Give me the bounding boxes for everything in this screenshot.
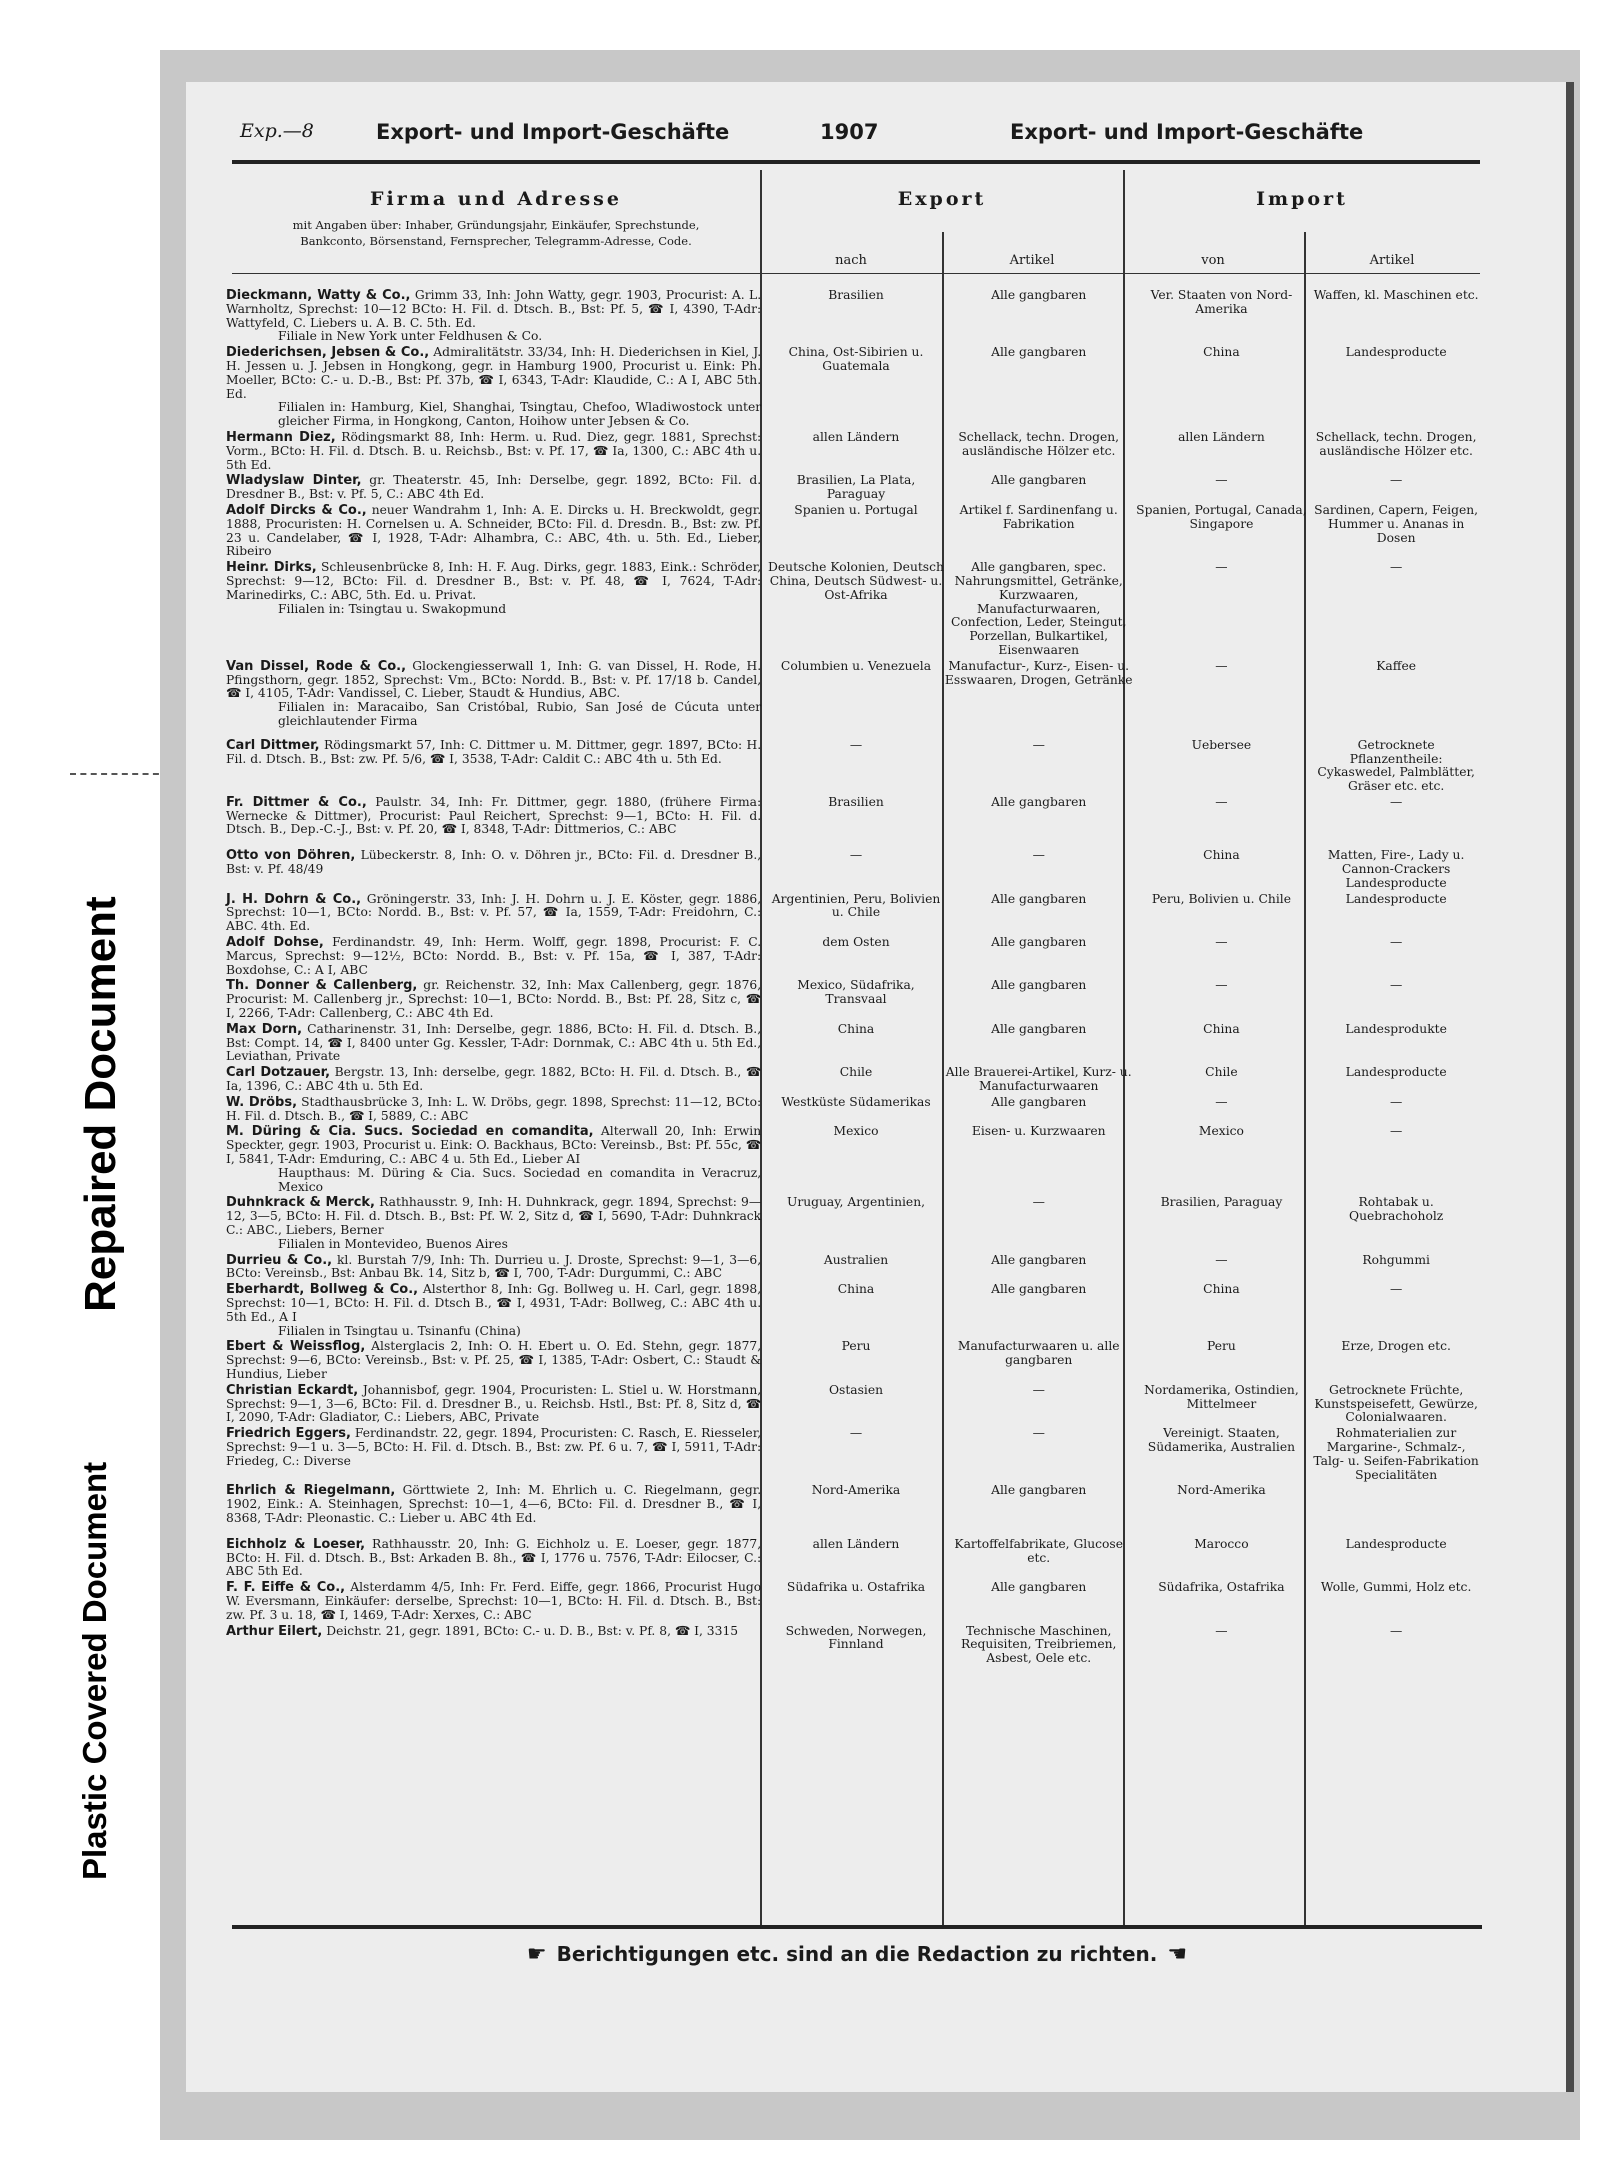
export-destination: Ostasien xyxy=(828,1382,884,1397)
firm-address-cell xyxy=(222,289,767,344)
firm-address-cell xyxy=(222,936,767,977)
firm-details: Admiralitätstr. 33/34, Inh: H. Diederichsen in Kiel, J. H. Jessen u. J. Jebsen in Hongkong, gegr. in Hamburg 1900, Procurist u. Eink: Ph. Moeller, BCto: C.- u. D.-B., Bst: Pf. 37b, ☎ I, 6343, T-Adr: Klaudide, C.: A I, ABC 5th. Ed. xyxy=(226,345,762,401)
firm-branches: Filialen in: Hamburg, Kiel, Shanghai, Tsingtau, Chefoo, Wladiwostock unter gleicher Firma, in Hongkong, Canton, Hoihow unter Jebsen & Co. xyxy=(278,400,762,429)
export-articles: Alle gangbaren xyxy=(991,794,1087,809)
export-destination: Mexico xyxy=(833,1124,879,1139)
firm-name: Eberhardt, Bollweg & Co., xyxy=(226,1282,419,1298)
firm-details: Ferdinandstr. 49, Inh: Herm. Wolff, gegr. 1898, Procurist: F. C. Marcus, Sprechst: 9—12½, BCto: Nordd. B., Bst: v. Pf. 15a, ☎ I, 387, T-Adr: Boxdohse, C.: A I, ABC xyxy=(226,935,762,977)
firm-address-cell xyxy=(222,1340,767,1381)
table-row xyxy=(222,979,1482,1020)
firm-branches: Filialen in Montevideo, Buenos Aires xyxy=(278,1236,508,1251)
firm-name: Otto von Döhren, xyxy=(226,848,356,864)
page-number: Exp.—8 xyxy=(240,120,314,142)
header-bottom-rule xyxy=(232,273,1480,274)
firm-name: Eichholz & Loeser, xyxy=(226,1536,366,1552)
firm-details: Glockengiesserwall 1, Inh: G. van Dissel, H. Rode, H. Pfingsthorn, gegr. 1852, Sprechst: Vm., BCto: Nordd. B., Bst: v. Pf. 17/18 b. Candel, ☎ I, 4105, T-Adr: Vandissel, C. Lieber, Staudt & Hundius, ABC. xyxy=(226,658,762,701)
firm-name: Diederichsen, Jebsen & Co., xyxy=(226,345,430,361)
import-origin: — xyxy=(1215,1623,1228,1638)
export-articles: Alle gangbaren xyxy=(991,473,1087,488)
firm-address-cell xyxy=(222,474,767,502)
table-row xyxy=(222,1538,1482,1579)
table-row xyxy=(222,289,1482,344)
import-origin: — xyxy=(1215,473,1228,488)
footer-rule xyxy=(232,1925,1482,1929)
firm-details: Catharinenstr. 31, Inh: Derselbe, gegr. 1886, BCto: H. Fil. d. Dtsch. B., Bst: Compt. 14, ☎ I, 8400 unter Gg. Kessler, T-Adr: Dornmak, C.: ABC 4th u. 5th Ed., Leviathan, Private xyxy=(226,1021,762,1064)
firm-address-cell xyxy=(222,893,767,934)
export-destination: Brasilien xyxy=(828,794,884,809)
firma-heading: Firma und Adresse xyxy=(370,188,622,210)
firm-name: Arthur Eilert, xyxy=(226,1623,323,1639)
firm-branches: Haupthaus: M. Düring & Cia. Sucs. Sociedad en comandita in Veracruz, Mexico xyxy=(278,1165,762,1194)
export-destination: Brasilien, La Plata, Paraguay xyxy=(796,473,916,502)
firm-address-cell xyxy=(222,431,767,472)
firm-name: Adolf Dircks & Co., xyxy=(226,502,367,518)
firm-address-cell xyxy=(222,1023,767,1064)
entries-table xyxy=(222,289,1482,1668)
import-origin: China xyxy=(1203,1021,1240,1036)
firm-name: Th. Donner & Callenberg, xyxy=(226,978,418,994)
import-articles: Landesproducte xyxy=(1345,345,1447,360)
export-destination: — xyxy=(849,737,863,752)
firm-branches: Filialen in Tsingtau u. Tsinanfu (China) xyxy=(278,1323,521,1338)
export-articles: Alle gangbaren xyxy=(991,935,1087,950)
firm-address-cell xyxy=(222,1538,767,1579)
import-origin: Chile xyxy=(1205,1065,1238,1080)
export-articles: Alle gangbaren xyxy=(991,1483,1087,1498)
export-destination: Nord-Amerika xyxy=(811,1483,901,1498)
table-row xyxy=(222,1096,1482,1124)
import-articles: — xyxy=(1389,1282,1403,1297)
export-articles: Alle gangbaren xyxy=(991,1580,1087,1595)
import-articles: Waffen, kl. Maschinen etc. xyxy=(1313,288,1479,302)
export-articles: Alle gangbaren xyxy=(991,1252,1087,1267)
table-row xyxy=(222,796,1482,837)
export-destination: China xyxy=(837,1282,875,1297)
import-articles xyxy=(1310,1484,1482,1525)
page-header xyxy=(240,120,1480,160)
firm-details: gr. Theaterstr. 45, Inh: Derselbe, gegr. 1892, BCto: Fil. d. Dresdner B., Bst: v. Pf. 5, C.: ABC 4th Ed. xyxy=(226,473,762,502)
export-destination: allen Ländern xyxy=(812,429,900,444)
export-articles: Eisen- u. Kurzwaaren xyxy=(971,1124,1106,1139)
export-destination: Columbien u. Venezuela xyxy=(780,658,932,673)
import-origin: China xyxy=(1203,848,1240,863)
firm-branches: Filialen in: Maracaibo, San Cristóbal, Rubio, San José de Cúcuta unter gleichlautender Firma xyxy=(278,700,762,728)
footer-text: Berichtigungen etc. sind an die Redaction zu richten. xyxy=(556,1942,1158,1966)
import-articles: Landesprodukte xyxy=(1345,1021,1447,1036)
firm-name: Dieckmann, Watty & Co., xyxy=(226,288,411,303)
table-row xyxy=(222,893,1482,934)
export-articles: — xyxy=(1032,1382,1045,1397)
firm-details: Alsterthor 8, Inh: Gg. Bollweg u. H. Carl, gegr. 1898, Sprechst: 10—1, BCto: H. Fil. d. Dtsch B., ☎ I, 4931, T-Adr: Bollweg, C.: ABC 4th u. 5th Ed., A I xyxy=(226,1282,762,1324)
table-row xyxy=(222,431,1482,472)
import-origin: — xyxy=(1215,658,1228,673)
pointing-hand-left-icon: ☚ xyxy=(1167,1942,1188,1967)
export-articles: Alle gangbaren xyxy=(991,1094,1087,1109)
import-origin: — xyxy=(1215,978,1228,993)
import-heading: Import xyxy=(1256,188,1348,210)
table-row xyxy=(222,936,1482,977)
table-row xyxy=(222,1427,1482,1482)
firm-name: Van Dissel, Rode & Co., xyxy=(226,658,407,674)
firm-address-cell xyxy=(222,739,767,794)
table-row xyxy=(222,346,1482,429)
export-destination: Spanien u. Portugal xyxy=(794,502,918,517)
export-destination: allen Ländern xyxy=(812,1536,900,1551)
export-articles: Alle gangbaren xyxy=(991,1282,1087,1297)
firm-name: Hermann Diez, xyxy=(226,429,336,445)
import-articles: Getrocknete Früchte, Kunstspeisefett, Gewürze, Colonialwaaren. xyxy=(1314,1382,1478,1425)
firm-details: Johannisbof, gegr. 1904, Procuristen: L. Stiel u. W. Horstmann, Sprechst: 9—1, 3—6, BCto: Fil. d. Dresdner B., u. Reichsb. Hstl., Bst: Pf. 8, Sitz d, ☎ I, 2090, T-Adr: Gladiator, C.: Liebers, ABC, Private xyxy=(226,1382,762,1425)
export-destination: Peru xyxy=(841,1339,871,1354)
import-origin: Vereinigt. Staaten, Südamerika, Australien xyxy=(1147,1426,1296,1454)
import-articles: — xyxy=(1389,1124,1403,1139)
export-articles: — xyxy=(1032,1426,1045,1441)
firm-details: Stadthausbrücke 3, Inh: L. W. Dröbs, gegr. 1898, Sprechst: 11—12, BCto: H. Fil. d. Dtsch. B., ☎ I, 5889, C.: ABC xyxy=(226,1094,762,1123)
firm-address-cell xyxy=(222,1625,767,1666)
firm-address-cell xyxy=(222,1096,767,1124)
import-articles: Rohtabak u. Quebrachoholz xyxy=(1348,1195,1444,1224)
export-destination: Südafrika u. Ostafrika xyxy=(786,1580,926,1595)
import-articles: Landesproducte xyxy=(1345,1536,1447,1551)
firm-address-cell xyxy=(222,346,767,429)
export-destination: Westküste Südamerikas xyxy=(781,1094,931,1109)
export-destination: Uruguay, Argentinien, xyxy=(786,1195,926,1210)
export-destination: Brasilien xyxy=(828,288,884,302)
export-articles: Alle gangbaren xyxy=(991,345,1087,360)
export-destination: — xyxy=(849,848,863,863)
firm-address-cell xyxy=(222,1125,767,1194)
firm-details: Rödingsmarkt 57, Inh: C. Dittmer u. M. Dittmer, gegr. 1897, BCto: H. Fil. d. Dtsch. B., Bst: zw. Pf. 5/6, ☎ I, 3538, T-Adr: Caldit C.: ABC 4th u. 5th Ed. xyxy=(226,737,762,766)
export-destination: Deutsche Kolonien, Deutsch China, Deutsch Südwest- u. Ost-Afrika xyxy=(768,560,944,602)
firm-name: Max Dorn, xyxy=(226,1021,303,1037)
import-articles: Wolle, Gummi, Holz etc. xyxy=(1320,1580,1472,1595)
export-destination: Schweden, Norwegen, Finnland xyxy=(785,1623,927,1652)
table-row xyxy=(222,561,1482,658)
export-destination: China, Ost-Sibirien u. Guatemala xyxy=(788,345,924,373)
firm-name: Fr. Dittmer & Co., xyxy=(226,794,367,810)
table-row xyxy=(222,1384,1482,1425)
firm-name: M. Düring & Cia. Sucs. Sociedad en comandita, xyxy=(226,1124,594,1140)
firm-details: Lübeckerstr. 8, Inh: O. v. Döhren jr., BCto: Fil. d. Dresdner B., Bst: v. Pf. 48/49 xyxy=(226,848,762,877)
header-right-title: Export- und Import-Geschäfte xyxy=(1010,120,1364,144)
export-articles: Alle gangbaren xyxy=(991,978,1087,993)
firm-details: Gröningerstr. 33, Inh: J. H. Dohrn u. J. E. Köster, gegr. 1886, Sprechst: 10—1, BCto: Nordd. B., Bst: v. Pf. 57, ☎ Ia, 1559, T-Adr: Freidohrn, C.: ABC. 4th. Ed. xyxy=(226,891,762,934)
import-articles: — xyxy=(1389,794,1403,809)
firm-name: Heinr. Dirks, xyxy=(226,560,317,576)
firm-details: Bergstr. 13, Inh: derselbe, gegr. 1882, BCto: H. Fil. d. Dtsch. B., ☎ Ia, 1396, C.: ABC 4th u. 5th Ed. xyxy=(226,1065,762,1094)
firm-branches: Filiale in New York unter Feldhusen & Co. xyxy=(278,329,543,344)
export-heading: Export xyxy=(897,188,987,210)
export-articles: Manufacturwaaren u. alle gangbaren xyxy=(957,1339,1120,1368)
export-articles: — xyxy=(1032,1195,1045,1210)
firm-name: Durrieu & Co., xyxy=(226,1252,333,1268)
firm-address-cell xyxy=(222,849,767,890)
header-rule xyxy=(232,160,1480,164)
import-origin: — xyxy=(1215,1252,1228,1267)
firm-details: Deichstr. 21, gegr. 1891, BCto: C.- u. D. B., Bst: v. Pf. 8, ☎ I, 3315 xyxy=(326,1623,739,1638)
artikel-import-heading: Artikel xyxy=(1369,253,1415,268)
firm-details: Rathhausstr. 20, Inh: G. Eichholz u. E. Loeser, gegr. 1877, BCto: H. Fil. d. Dtsch. B., Bst: Arkaden B. 8h., ☎ I, 1776 u. 7576, T-Adr: Eilocser, C.: ABC 5th Ed. xyxy=(226,1536,762,1579)
table-row xyxy=(222,1340,1482,1381)
import-origin: Peru xyxy=(1207,1339,1236,1354)
footer-note xyxy=(232,1942,1482,1967)
table-row xyxy=(222,1625,1482,1666)
table-row xyxy=(222,660,1482,729)
firm-details: kl. Burstah 7/9, Inh: Th. Durrieu u. J. Droste, Sprechst: 9—1, 3—6, BCto: Vereinsb., Bst: Anbau Bk. 14, Sitz b, ☎ I, 700, T-Adr: Durgummi, C.: ABC xyxy=(226,1252,762,1281)
import-articles: Kaffee xyxy=(1376,658,1417,673)
export-articles: Artikel f. Sardinenfang u. Fabrikation xyxy=(959,502,1118,531)
export-articles: Kartoffelfabrikate, Glucose etc. xyxy=(954,1536,1124,1565)
firma-subheading-2: Bankconto, Börsenstand, Fernsprecher, Telegramm-Adresse, Code. xyxy=(300,234,692,248)
table-row xyxy=(222,1484,1482,1525)
firm-name: F. F. Eiffe & Co., xyxy=(226,1580,346,1596)
table-row xyxy=(222,849,1482,890)
export-destination: Argentinien, Peru, Bolivien u. Chile xyxy=(771,891,941,920)
import-origin: — xyxy=(1215,560,1228,575)
import-articles: Rohgummi xyxy=(1362,1252,1430,1267)
firm-address-cell xyxy=(222,1384,767,1425)
export-articles: Manufactur-, Kurz-, Eisen- u. Esswaaren, Drogen, Getränke xyxy=(944,658,1133,687)
firm-address-cell xyxy=(222,1196,767,1251)
firm-address-cell xyxy=(222,1581,767,1622)
firm-details: Görttwiete 2, Inh: M. Ehrlich u. C. Riegelmann, gegr. 1902, Eink.: A. Steinhagen, Sprechst: 10—1, 4—6, BCto: Fil. d. Dresdner B., ☎ I, 8368, T-Adr: Pleonastic. C.: Lieber u. ABC 4th Ed. xyxy=(226,1483,762,1525)
import-origin: Peru, Bolivien u. Chile xyxy=(1151,891,1291,906)
import-articles: — xyxy=(1389,935,1403,950)
table-row xyxy=(222,504,1482,559)
import-articles: Getrocknete Pflanzentheile: Cykaswedel, Palmblätter, Gräser etc. etc. xyxy=(1317,737,1475,794)
import-articles: Sardinen, Capern, Feigen, Hummer u. Ananas in Dosen xyxy=(1314,502,1479,545)
header-left-title: Export- und Import-Geschäfte xyxy=(376,120,730,144)
table-row xyxy=(222,1125,1482,1194)
firm-name: Carl Dittmer, xyxy=(226,737,320,753)
firm-details: Alterwall 20, Inh: Erwin Speckter, gegr. 1903, Procurist u. Eink: O. Backhaus, BCto: Vereinsb., Bst: Pf. 55c, ☎ I, 5841, T-Adr: Emduring, C.: ABC 4 u. 5th Ed., Lieber AI xyxy=(226,1124,762,1167)
table-row xyxy=(222,739,1482,794)
import-articles: — xyxy=(1389,1094,1403,1109)
export-destination: Chile xyxy=(839,1065,873,1080)
export-destination: — xyxy=(849,1426,863,1441)
export-articles: Alle Brauerei-Artikel, Kurz- u. Manufacturwaaren xyxy=(945,1065,1132,1094)
firm-name: Friedrich Eggers, xyxy=(226,1426,351,1442)
firm-details: gr. Reichenstr. 32, Inh: Max Callenberg, gegr. 1876, Procurist: M. Callenberg jr., Sprechst: 10—1, BCto: Nordd. B., Bst: Pf. 28, Sitz c, ☎ I, 2266, T-Adr: Callenberg, C.: ABC 4th Ed. xyxy=(226,978,762,1021)
import-origin: China xyxy=(1203,345,1240,360)
import-origin: — xyxy=(1215,794,1228,809)
export-destination: Mexico, Südafrika, Transvaal xyxy=(797,978,915,1007)
repaired-document-label: Repaired Document xyxy=(76,896,125,1312)
table-row xyxy=(222,1581,1482,1622)
import-origin: — xyxy=(1215,1094,1228,1109)
firm-address-cell xyxy=(222,561,767,658)
firm-address-cell xyxy=(222,1484,767,1525)
table-row xyxy=(222,1196,1482,1251)
import-articles: Landesproducte xyxy=(1345,1065,1447,1080)
import-origin: Nordamerika, Ostindien, Mittelmeer xyxy=(1144,1382,1299,1411)
firm-address-cell xyxy=(222,796,767,837)
pointing-hand-icon: ☛ xyxy=(526,1942,547,1967)
firm-name: Carl Dotzauer, xyxy=(226,1065,331,1081)
table-row xyxy=(222,1066,1482,1094)
import-articles: — xyxy=(1389,1623,1403,1638)
import-articles: — xyxy=(1389,560,1403,575)
firm-details: Rathhausstr. 9, Inh: H. Duhnkrack, gegr. 1894, Sprechst: 9—12, 3—5, BCto: H. Fil. d. Dtsch. B., Bst: Pf. W. 2, Sitz d, ☎ I, 5690, T-Adr: Duhnkrack C.: ABC., Liebers, Berner xyxy=(226,1195,762,1237)
firm-name: Ehrlich & Riegelmann, xyxy=(226,1483,396,1499)
firm-name: J. H. Dohrn & Co., xyxy=(226,891,362,907)
firm-name: Christian Eckardt, xyxy=(226,1382,359,1398)
import-origin: China xyxy=(1203,1282,1240,1297)
firm-name: Duhnkrack & Merck, xyxy=(226,1195,375,1211)
von-heading: von xyxy=(1201,253,1225,268)
import-origin: allen Ländern xyxy=(1178,429,1265,444)
firm-address-cell xyxy=(222,1427,767,1482)
import-origin: Spanien, Portugal, Canada, Singapore xyxy=(1136,502,1307,531)
import-origin: Mexico xyxy=(1198,1124,1244,1139)
export-articles: Alle gangbaren xyxy=(991,891,1087,906)
import-origin: Nord-Amerika xyxy=(1177,1483,1266,1498)
export-articles: Technische Maschinen, Requisiten, Treibriemen, Asbest, Oele etc. xyxy=(960,1623,1117,1666)
firm-name: W. Dröbs, xyxy=(226,1094,298,1110)
firm-details: neuer Wandrahm 1, Inh: A. E. Dircks u. H. Breckwoldt, gegr. 1888, Procuristen: H. Cornelsen u. A. Schneider, BCto: Fil. d. Dresdn. B., Bst: zw. Pf. 23 u. Candelaber, ☎ I, 1928, T-Adr: Alhambra, C.: ABC, 4th. u. 5th. Ed., Lieber, Ribeiro xyxy=(226,502,762,559)
table-row xyxy=(222,474,1482,502)
export-articles: — xyxy=(1032,737,1045,752)
import-origin: Südafrika, Ostafrika xyxy=(1158,1580,1285,1595)
firm-address-cell xyxy=(222,1283,767,1338)
import-origin: Marocco xyxy=(1194,1536,1249,1551)
import-articles: — xyxy=(1389,473,1403,488)
import-articles: Erze, Drogen etc. xyxy=(1341,1339,1451,1354)
import-origin: Brasilien, Paraguay xyxy=(1160,1195,1283,1210)
artikel-export-heading: Artikel xyxy=(1009,253,1055,268)
import-articles: Matten, Fire-, Lady u. Cannon-Crackers Landesproducte xyxy=(1327,848,1465,890)
nach-heading: nach xyxy=(835,253,867,268)
table-row xyxy=(222,1283,1482,1338)
firma-subheading-1: mit Angaben über: Inhaber, Gründungsjahr, Einkäufer, Sprechstunde, xyxy=(292,218,700,232)
firm-details: Paulstr. 34, Inh: Fr. Dittmer, gegr. 1880, (frühere Firma: Wernecke & Dittmer), Procurist: Paul Reichert, Sprechst: 9—1, BCto: H. Fil. d. Dtsch. B., Dep.-C.-J., Bst: v. Pf. 20, ☎ I, 8348, T-Adr: Dittmerios, C.: ABC xyxy=(226,794,762,837)
firm-address-cell xyxy=(222,504,767,559)
table-row xyxy=(222,1254,1482,1282)
export-articles: Alle gangbaren, spec. Nahrungsmittel, Getränke, Kurzwaaren, Manufacturwaaren, Confection, Leder, Steingut, Porzellan, Bulkartikel, Eisenwaaren xyxy=(950,560,1127,657)
firm-details: Ferdinandstr. 22, gegr. 1894, Procuristen: C. Rasch, E. Riesseler, Sprechst: 9—1 u. 3—5, BCto: H. Fil. d. Dtsch. B., Bst: zw. Pf. 6 u. 7, ☎ I, 5911, T-Adr: Friedeg, C.: Diverse xyxy=(226,1426,762,1468)
export-destination: dem Osten xyxy=(822,935,890,950)
firm-name: Ebert & Weissflog, xyxy=(226,1339,366,1355)
export-articles: Schellack, techn. Drogen, ausländische Hölzer etc. xyxy=(958,429,1120,458)
firm-details: Alsterglacis 2, Inh: O. H. Ebert u. O. Ed. Stehn, gegr. 1877, Sprechst: 9—6, BCto: Vereinsb., Bst: v. Pf. 25, ☎ I, 1385, T-Adr: Osbert, C.: Staudt & Hundius, Lieber xyxy=(226,1339,762,1381)
firm-address-cell xyxy=(222,660,767,729)
import-articles: Schellack, techn. Drogen, ausländische Hölzer etc. xyxy=(1315,429,1477,458)
firm-name: Wladyslaw Dinter, xyxy=(226,473,362,489)
export-destination: Australien xyxy=(823,1252,889,1267)
firm-address-cell xyxy=(222,979,767,1020)
import-origin: — xyxy=(1215,935,1228,950)
table-row xyxy=(222,1023,1482,1064)
firm-branches: Filialen in: Tsingtau u. Swakopmund xyxy=(278,601,507,616)
plastic-covered-label: Plastic Covered Document xyxy=(76,1461,113,1880)
firm-details: Schleusenbrücke 8, Inh: H. F. Aug. Dirks, gegr. 1883, Eink.: Schröder, Sprechst: 9—12, BCto: Fil. d. Dresdner B., Bst: v. Pf. 48, ☎ I, 7624, T-Adr: Marinedirks, C.: ABC, 5th. Ed. u. Privat. xyxy=(226,560,762,602)
firm-details: Alsterdamm 4/5, Inh: Fr. Ferd. Eiffe, gegr. 1866, Procurist Hugo W. Eversmann, Einkäufer: derselbe, Sprechst: 10—1, BCto: H. Fil. d. Dtsch. B., Bst: zw. Pf. 3 u. 18, ☎ I, 1469, T-Adr: Xerxes, C.: ABC xyxy=(226,1580,762,1622)
firm-name: Adolf Dohse, xyxy=(226,935,324,951)
export-articles: Alle gangbaren xyxy=(991,1021,1087,1036)
export-destination: China xyxy=(837,1021,875,1036)
header-year: 1907 xyxy=(820,120,879,144)
firm-address-cell xyxy=(222,1254,767,1282)
export-articles: — xyxy=(1032,848,1045,863)
export-articles: Alle gangbaren xyxy=(991,288,1087,302)
import-origin: Ver. Staaten von Nord-Amerika xyxy=(1150,288,1293,316)
firm-address-cell xyxy=(222,1066,767,1094)
import-articles: Landesproducte xyxy=(1345,891,1447,906)
firm-details: Grimm 33, Inh: John Watty, gegr. 1903, Procurist: A. L. Warnholtz, Sprechst: 10—12 BCto: H. Fil. d. Dtsch. B., Bst: Pf. 5, ☎ I, 4390, T-Adr: Wattyfeld, C. Liebers u. A. B. C. 5th. Ed. xyxy=(226,288,762,330)
firm-details: Rödingsmarkt 88, Inh: Herm. u. Rud. Diez, gegr. 1881, Sprechst: Vorm., BCto: H. Fil. d. Dtsch. B. u. Reichsb., Bst: v. Pf. 17, ☎ Ia, 1300, C.: ABC 4th u. 5th Ed. xyxy=(226,429,762,472)
import-articles: — xyxy=(1389,978,1403,993)
import-articles: Rohmaterialien zur Margarine-, Schmalz-, Talg- u. Seifen-Fabrikation Specialitäten xyxy=(1313,1426,1479,1482)
import-origin: Uebersee xyxy=(1191,737,1252,752)
